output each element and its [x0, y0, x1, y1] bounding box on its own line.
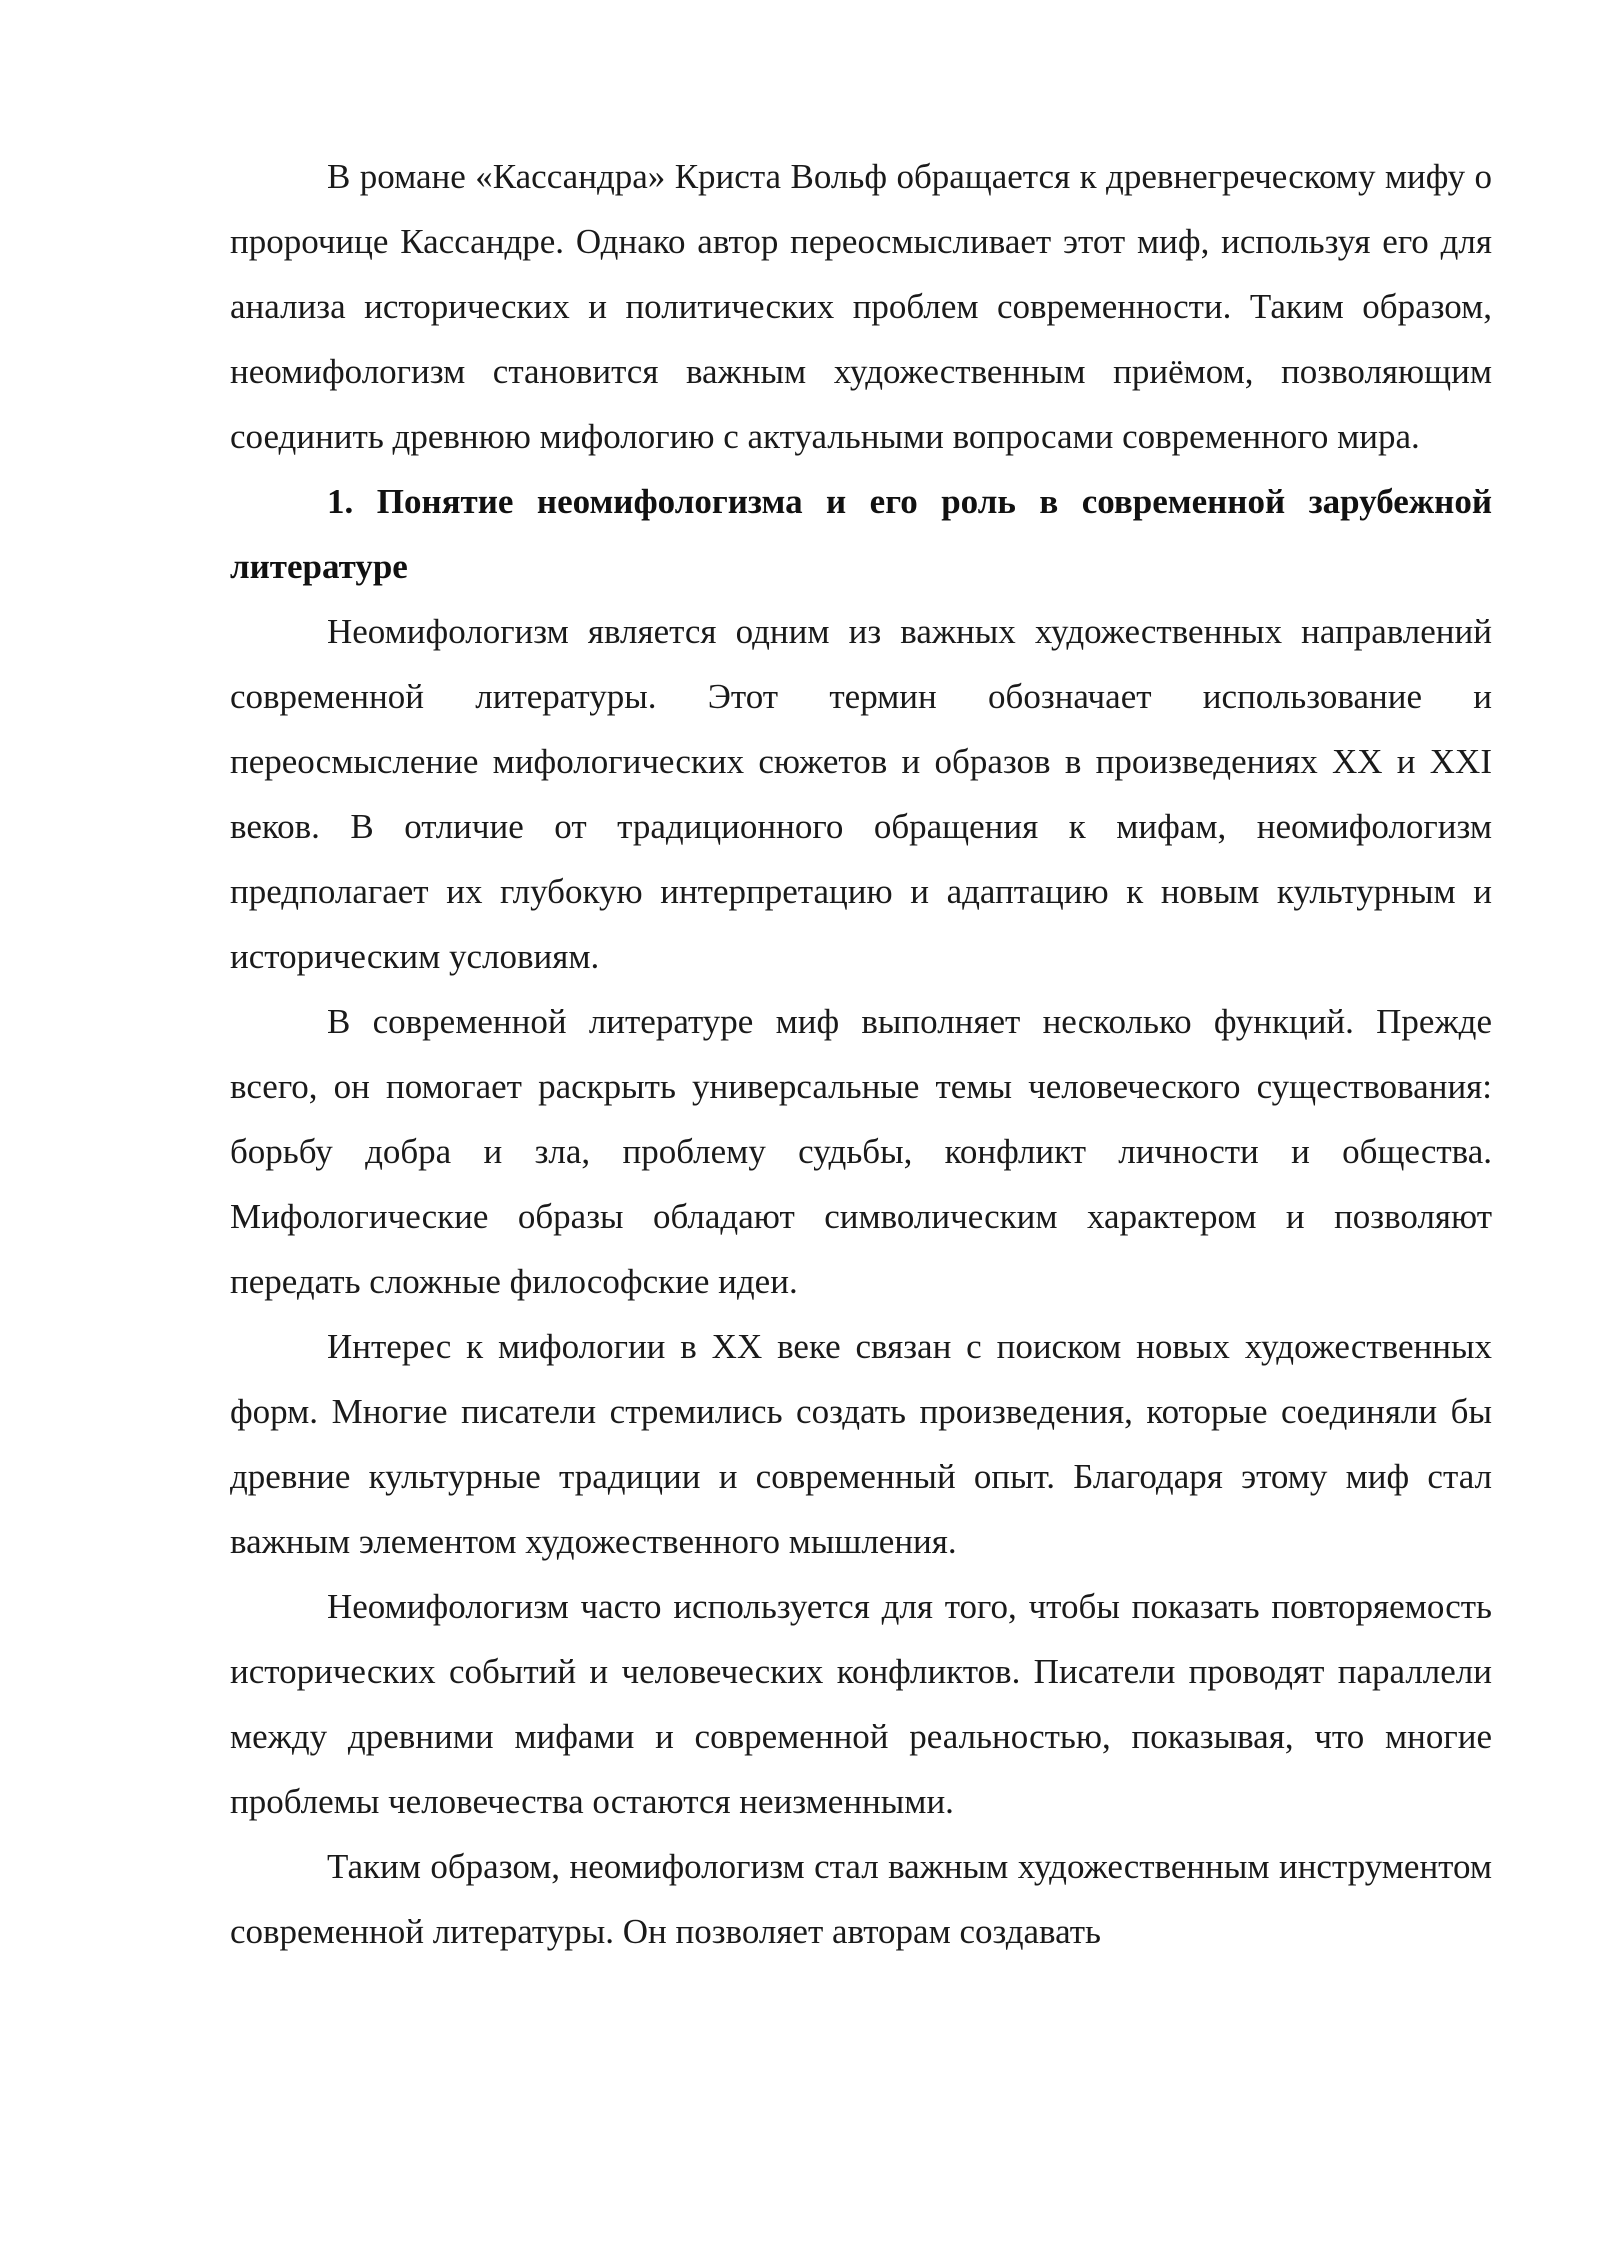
- body-paragraph: Неомифологизм часто используется для того, чтобы показать повторяемость исторических событий и человеческих конфликтов. Писатели проводят параллели между древними мифами и современной реальностью, показывая, что многие проблемы человечества остаются неизменными.: [230, 1587, 1492, 1821]
- intro-paragraph: В романе «Кассандра» Криста Вольф обращается к древнегреческому мифу о пророчице Кассандре. Однако автор переосмысливает этот миф, используя его для анализа исторических и политических проблем современности. Таким образом, неомифологизм становится важным художественным приёмом, позволяющим соединить древнюю мифологию с актуальными вопросами современного мира.: [230, 157, 1492, 456]
- body-paragraph: Неомифологизм является одним из важных художественных направлений современной литературы. Этот термин обозначает использование и переосмысление мифологических сюжетов и образов в произведениях XX и XXI веков. В отличие от традиционного обращения к мифам, неомифологизм предполагает их глубокую интерпретацию и адаптацию к новым культурным и историческим условиям.: [230, 612, 1492, 976]
- body-paragraph: Интерес к мифологии в XX веке связан с поиском новых художественных форм. Многие писатели стремились создать произведения, которые соединяли бы древние культурные традиции и современный опыт. Благодаря этому миф стал важным элементом художественного мышления.: [230, 1327, 1492, 1561]
- section-heading: 1. Понятие неомифологизма и его роль в современной зарубежной литературе: [230, 482, 1492, 586]
- page-body: [230, 144, 1492, 1964]
- body-paragraph: В современной литературе миф выполняет несколько функций. Прежде всего, он помогает раскрыть универсальные темы человеческого существования: борьбу добра и зла, проблему судьбы, конфликт личности и общества. Мифологические образы обладают символическим характером и позволяют передать сложные философские идеи.: [230, 1002, 1492, 1301]
- body-paragraph-continued: Таким образом, неомифологизм стал важным художественным инструментом современной литературы. Он позволяет авторам создавать: [230, 1847, 1492, 1951]
